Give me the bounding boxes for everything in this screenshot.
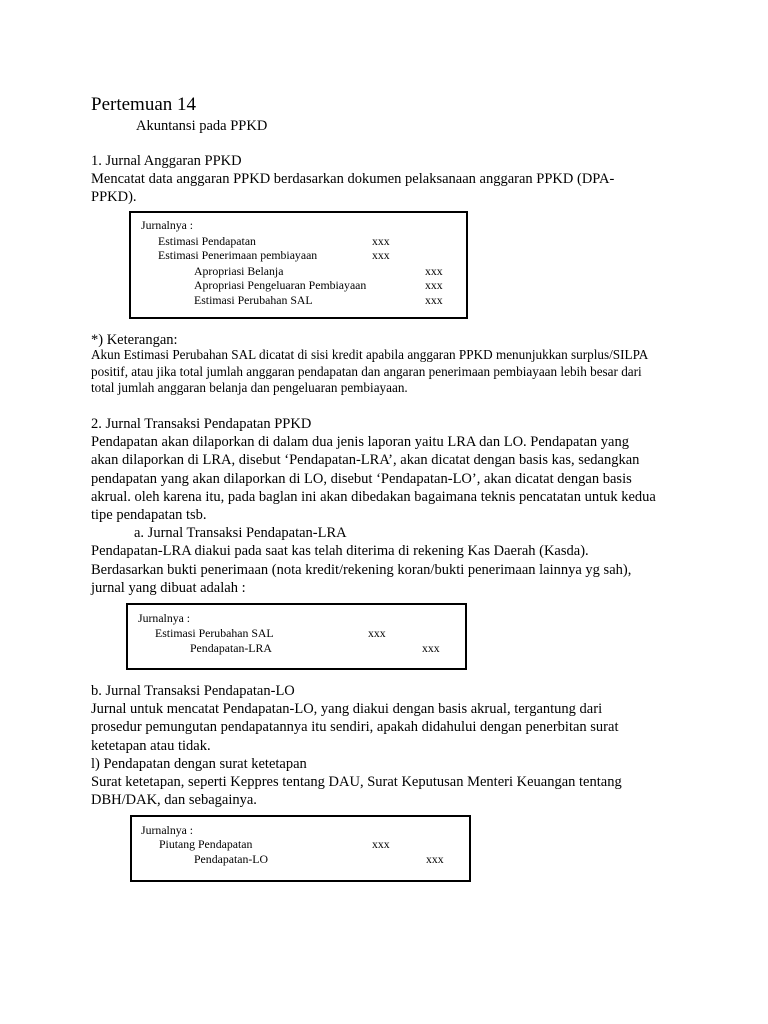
sub-b-block <box>91 682 691 809</box>
section2-line: akrual. oleh karena itu, pada baglan ini akan dibedakan bagaimana teknis pencatatan untuk kedua <box>91 488 656 505</box>
sub-b-line: prosedur pemungutan pendapatannya itu sendiri, apakah didahului dengan penerbitan surat <box>91 719 619 736</box>
section1-heading: 1. Jurnal Anggaran PPKD <box>91 153 242 169</box>
journal-debit-account: Estimasi Perubahan SAL <box>155 626 274 640</box>
journal-credit-account: Apropriasi Pengeluaran Pembiayaan <box>194 278 367 292</box>
journal-debit-amount: xxx <box>372 837 390 851</box>
journal-debit-account: Estimasi Pendapatan <box>158 234 256 248</box>
section2-line: Pendapatan akan dilaporkan di dalam dua jenis laporan yaitu LRA dan LO. Pendapatan yang <box>91 434 629 451</box>
section1-line: Mencatat data anggaran PPKD berdasarkan dokumen pelaksanaan anggaran PPKD (DPA- <box>91 171 615 188</box>
journal-debit-account: Estimasi Penerimaan pembiayaan <box>158 248 318 262</box>
item1-line: DBH/DAK, dan sebagainya. <box>91 792 257 809</box>
journal-credit-account: Apropriasi Belanja <box>194 264 284 278</box>
page-title: Pertemuan 14 <box>91 94 197 115</box>
sub-b-heading: b. Jurnal Transaksi Pendapatan-LO <box>91 683 295 699</box>
journal-label: Jurnalnya : <box>141 823 194 837</box>
journal-debit-amount: xxx <box>372 248 390 262</box>
sub-a-line: Pendapatan-LRA diakui pada saat kas telah diterima di rekening Kas Daerah (Kasda). <box>91 543 589 560</box>
journal-debit-amount: xxx <box>372 234 390 248</box>
journal-box-pendapatan-lra <box>126 603 467 670</box>
journal-label: Jurnalnya : <box>138 611 191 625</box>
section1-block <box>91 152 691 207</box>
journal-credit-account: Pendapatan-LO <box>194 852 269 866</box>
journal-credit-account: Estimasi Perubahan SAL <box>194 293 313 307</box>
note-heading: *) Keterangan: <box>91 332 178 348</box>
sub-b-line: ketetapan atau tidak. <box>91 737 211 754</box>
journal-debit-amount: xxx <box>368 626 386 640</box>
journal-credit-amount: xxx <box>425 278 443 292</box>
sub-a-line: Berdasarkan bukti penerimaan (nota kredit/rekening koran/bukti penerimaan lainnya yg sah), <box>91 561 632 578</box>
journal-credit-amount: xxx <box>425 293 443 307</box>
journal-credit-amount: xxx <box>426 852 444 866</box>
sub-a-heading: a. Jurnal Transaksi Pendapatan-LRA <box>134 525 347 542</box>
note-line: Akun Estimasi Perubahan SAL dicatat di sisi kredit apabila anggaran PPKD menunjukkan surplus/SILPA <box>91 347 649 362</box>
journal-box-pendapatan-lo <box>130 815 471 882</box>
section2-heading: 2. Jurnal Transaksi Pendapatan PPKD <box>91 416 312 432</box>
sub-b-line: Jurnal untuk mencatat Pendapatan-LO, yang diakui dengan basis akrual, tergantung dari <box>91 701 603 718</box>
journal-label: Jurnalnya : <box>141 218 194 232</box>
section2-line: akan dilaporkan di LRA, disebut ‘Pendapatan-LRA’, akan dicatat dengan basis kas, sedangkan <box>91 452 640 469</box>
note-line: total jumlah anggaran belanja dan pengeluaran pembiayaan. <box>91 380 408 395</box>
note-block <box>91 347 691 397</box>
journal-credit-amount: xxx <box>422 641 440 655</box>
section2-block <box>91 415 691 597</box>
note-line: positif, atau jika total jumlah anggaran pendapatan dan angaran penerimaan pembiayaan lebih besar dari <box>91 363 642 379</box>
section2-line: pendapatan yang akan dilaporkan di LO, disebut ‘Pendapatan-LO’, akan dicatat dengan basis <box>91 470 632 487</box>
page-subtitle: Akuntansi pada PPKD <box>136 118 268 134</box>
section2-line: tipe pendapatan tsb. <box>91 507 207 524</box>
journal-credit-amount: xxx <box>425 264 443 278</box>
section1-line: PPKD). <box>91 189 137 206</box>
journal-credit-account: Pendapatan-LRA <box>190 641 272 655</box>
sub-a-line: jurnal yang dibuat adalah : <box>91 579 246 596</box>
item1-line: Surat ketetapan, seperti Keppres tentang DAU, Surat Keputusan Menteri Keuangan tentang <box>91 774 622 791</box>
journal-box-anggaran <box>129 211 468 319</box>
item1-heading: l) Pendapatan dengan surat ketetapan <box>91 755 307 772</box>
journal-debit-account: Piutang Pendapatan <box>159 837 253 851</box>
